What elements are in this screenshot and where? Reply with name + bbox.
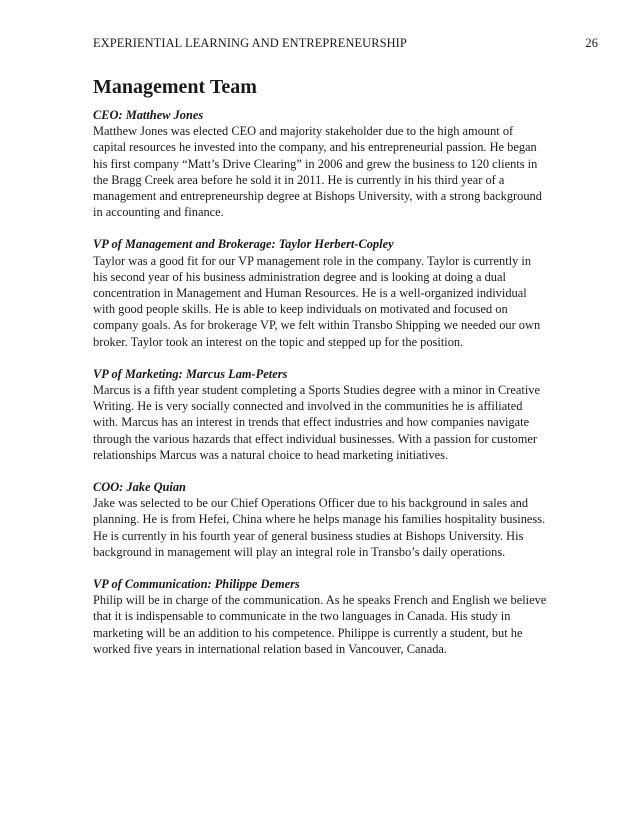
member-bio: Jake was selected to be our Chief Operations Officer due to his background in sales and planning. He is from Hefei, China where he helps manage his families hospitality business. He is currently in his fourth year of general business studies at Bishops University. His background in management will play an integral role in Transbo’s daily operations. [93,496,546,559]
header-title: EXPERIENTIAL LEARNING AND ENTREPRENEURSHIP [93,36,407,50]
running-header [93,36,598,51]
member-bio: Marcus is a fifth year student completing a Sports Studies degree with a minor in Creative Writing. He is very socially connected and involved in the communities he is affiliated with. Marcus has an interest in trends that effect industries and how companies navigate through the various hazards that effect individual businesses. With a passion for customer relationships Marcus was a natural choice to head marketing initiatives. [93,383,540,462]
member-bio: Matthew Jones was elected CEO and majority stakeholder due to the high amount of capital resources he invested into the company, and his entrepreneurial passion. He began his first company “Matt’s Drive Clearing” in 2006 and grew the business to 120 clients in the Bragg Creek area before he sold it in 2011. He is currently in his third year of a management and entrepreneurship degree at Bishops University, with a strong background in accounting and finance. [93,124,542,220]
member-bio: Philip will be in charge of the communication. As he speaks French and English we believe that it is indispensable to communicate in the two languages in Canada. His study in marketing will be an addition to his competence. Philippe is currently a student, but he worked five years in international relation based in Vancouver, Canada. [93,593,547,656]
member-coo [93,479,548,560]
member-vp-communication [93,576,548,657]
member-heading: VP of Management and Brokerage: Taylor Herbert-Copley [93,237,394,252]
member-ceo [93,107,548,220]
member-heading: VP of Communication: Philippe Demers [93,577,300,592]
page-number: 26 [585,36,598,50]
member-vp-management [93,236,548,349]
member-heading: COO: Jake Quian [93,480,186,495]
member-vp-marketing [93,366,548,463]
section-title: Management Team [93,76,257,98]
member-bio: Taylor was a good fit for our VP management role in the company. Taylor is currently in his second year of his business administration degree and is looking at doing a dual concentration in Management and Human Resources. He is a well-organized individual with good people skills. He is able to keep individuals on motivated and focused on company goals. As for brokerage VP, we felt within Transbo Shipping we needed our own broker. Taylor took an interest on the topic and stepped up for the position. [93,253,541,349]
member-heading: CEO: Matthew Jones [93,108,204,122]
management-team-content [93,107,548,673]
member-heading: VP of Marketing: Marcus Lam-Peters [93,366,288,381]
